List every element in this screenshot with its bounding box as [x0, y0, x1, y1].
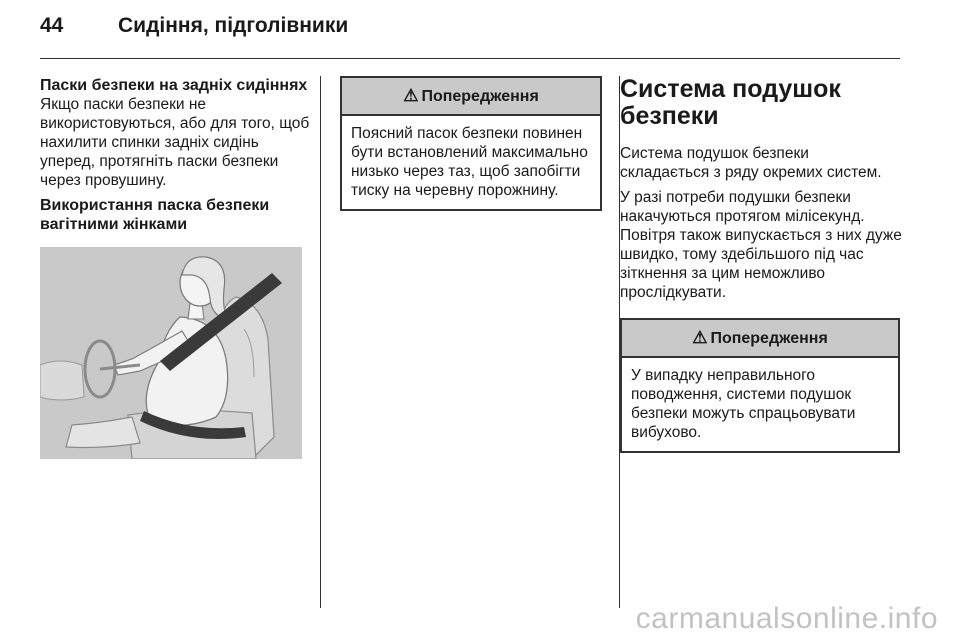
warning-header: [342, 78, 600, 116]
warning-text: У випадку неправильного поводження, системи подушок безпеки можуть спрацьовувати вибухово.: [631, 367, 856, 441]
rear-seat-belts-heading: Паски безпеки на задніх сидіннях: [40, 77, 308, 94]
airbag-system-text-1: Система подушок безпеки складається з ряду окремих систем.: [620, 145, 882, 181]
airbag-system-text-2: У разі потреби подушки безпеки накачуються протягом мілісекунд. Повітря також випускається з них дуже швидко, тому здебільшого під час зіткнення за цим неможливо прослідкувати.: [620, 189, 902, 301]
warning-text: Поясний пасок безпеки повинен бути встановлений максимально низько через таз, щоб запобігти тиску на черевну порожнину.: [351, 125, 588, 199]
warning-title: Попередження: [710, 330, 828, 347]
warning-box-pelvis-belt: [340, 76, 602, 211]
warning-triangle-icon: ⚠: [403, 86, 419, 105]
right-column: [620, 76, 902, 453]
column-divider-left: [320, 76, 321, 608]
watermark: carmanualsonline.info: [635, 602, 938, 635]
warning-triangle-icon: ⚠: [692, 328, 708, 347]
warning-box-airbags: [620, 318, 900, 453]
pregnant-belt-heading: Використання паска безпеки вагітними жінками: [40, 197, 270, 233]
rear-seat-belts-text: Якщо паски безпеки не використовуються, або для того, щоб нахилити спинки задніх сидінь уперед, протягніть паски безпеки через провушину.: [40, 96, 310, 189]
pregnant-woman-seatbelt-illustration: [40, 247, 302, 459]
middle-column: [340, 76, 602, 211]
airbag-system-heading: Система подушок безпеки: [620, 75, 841, 130]
page-number: 44: [40, 14, 64, 37]
page-title: Сидіння, підголівники: [118, 14, 349, 37]
left-column: [40, 76, 310, 459]
warning-header: [622, 320, 898, 358]
header-rule: [40, 58, 900, 59]
warning-title: Попередження: [421, 88, 539, 105]
